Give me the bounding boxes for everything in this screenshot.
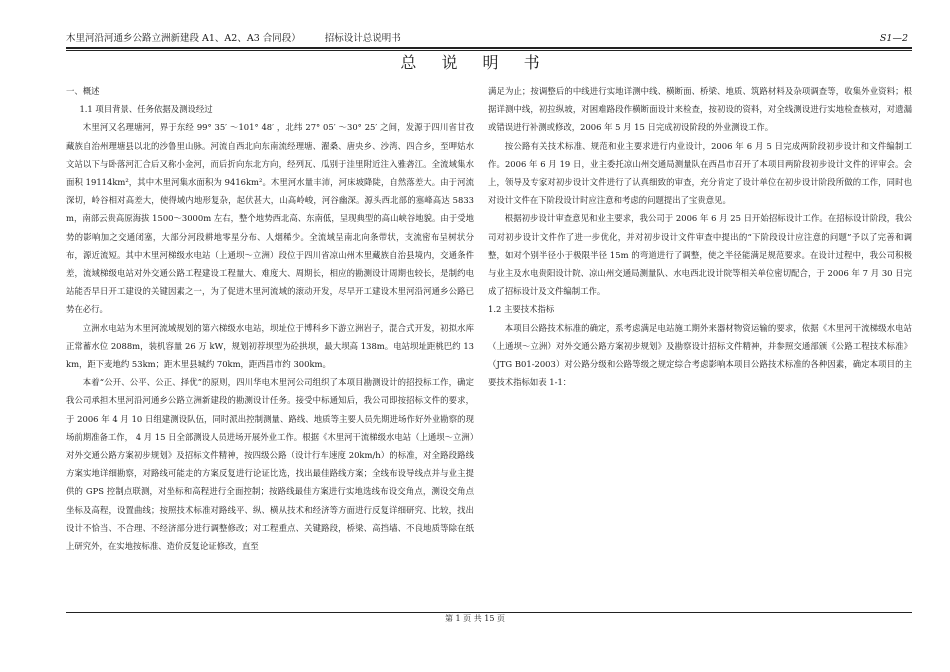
paragraph: 按公路有关技术标准、规范和业主要求进行内业设计，2006 年 6 月 5 日完成两阶段初步设计和文件编制工作。2006 年 6 月 19 日，业主委托凉山州交通局测量队在西昌市召开了本项目两阶段初步设计文件的评审会。会上，领导及专家对初步设计文件进行了认真细致的审查，充分肯定了设计单位在初步设计阶段所做的工作，同时也对设计文件在下阶段设计时应注意和考虑的问题提出了宝贵意见。 — [488, 140, 912, 206]
header-doc-title: 招标设计总说明书 — [324, 33, 401, 44]
right-column — [488, 82, 912, 391]
header-rule-thin — [66, 50, 912, 51]
page-title: 总 说 明 书 — [400, 53, 550, 72]
paragraph: 立洲水电站为木里河流域规划的第六梯级水电站，坝址位于博科乡下游立洲岩子，混合式开发，初拟水库正常蓄水位 2088m，装机容量 26 万 kW，规划初荐坝型为砼拱坝，最大坝高 138m。电站坝址距桃巴约 13km，距下麦地约 53km；距木里县城约 70km，距西昌市约 300km。 — [66, 322, 474, 370]
page-header — [66, 32, 912, 46]
header-rule-thick — [66, 47, 912, 49]
left-column — [66, 82, 474, 555]
paragraph: 满足为止；按调整后的中线进行实地详测中线、横断面、桥梁、地质、筑路材料及杂项调查等，收集外业资料；根据详测中线，初拉纵坡，对困难路段作横断面设计来检查，按初设的资料，对全线测设进行实地检查核对，对遗漏或错误进行补测或修改，2006 年 5 月 15 日完成初设阶段的外业测设工作。 — [488, 86, 912, 133]
subsection-heading: 1.2 主要技术指标 — [488, 304, 555, 315]
paragraph: 本项目公路技术标准的确定，系考虑满足电站施工期外来器材物资运输的要求，依据《木里河干流梯级水电站（上通坝～立洲）对外交通公路方案初步规划》及勘察设计招标文件精神，并参照交通部颁《公路工程技术标准》（JTG B01-2003）对公路分级和公路等级之规定综合考虑影响本项目公路技术标准的各种因素，确定本项目的主要技术指标如表 1-1： — [488, 322, 912, 388]
paragraph: 木里河又名理塘河，界于东经 99° 35′ ～101° 48′ ，北纬 27° 05′ ～30° 25′ 之间，发源于四川省甘孜藏族自治州理塘县以北的沙鲁里山脉。河流自西北向东南流经理塘、濯桑、唐央乡、沙湾、四合乡，至呷姑水文站以下与卧落河汇合后又称小金河，而后折向东北方向，经列瓦、瓜别于洼里附近注入雅砻江。全流域集水面积 19114km²，其中木里河集水面积为 9416km²。木里河水量丰沛，河床坡降陡，自然落差大。由于河流深切，岭谷相对高差大，使得域内地形复杂，起伏甚大，山高岭峻，河谷幽深。源头西北部的塞峰高达 5833m，南部云贵高原海拔 1500～3000m 左右，整个地势西北高、东南低，呈现典型的高山峡谷地貌。由于受地势的影响加之交通闭塞，大部分河段耕地零星分布、人烟稀少。全流域呈南北向条带状，支流密布呈树状分布，源近流短。其中木里河梯级水电站（上通坝～立洲）段位于四川省凉山州木里藏族自治县境内，交通条件差，流域梯级电站对外交通公路工程建设工程量大、难度大、周期长，相应的勘测设计周期也较长，是制约电站能否早日开工建设的关键因素之一，为了促进木里河流域的滚动开发，尽早开工建设木里河沿河通乡公路已势在必行。 — [66, 122, 474, 315]
paragraph: 根据初步设计审查意见和业主要求，我公司于 2006 年 6 月 25 日开始招标设计工作。在招标设计阶段，我公司对初步设计文件作了进一步优化，并对初步设计文件审查中提出的“下阶段设计应注意的问题”予以了完善和调整，如对个别半径小于极限半径 15m 的弯道进行了调整，使之半径能满足规范要求。在设计过程中，我公司积极与业主及水电贵阳设计院、凉山州交通局测量队、水电西北设计院等相关单位密切配合，于 2006 年 7 月 30 日完成了招标设计及文件编制工作。 — [488, 213, 912, 297]
header-project: 木里河沿河通乡公路立洲新建段 A1、A2、A3 合同段） — [66, 33, 301, 44]
paragraph: 本着“公开、公平、公正、择优”的原则，四川华电木里河公司组织了本项目勘测设计的招投标工作，确定我公司承担木里河沿河通乡公路立洲新建段的勘测设计任务。接受中标通知后，我公司即按招标文件的要求，于 2006 年 4 月 10 日组建测设队伍，同时派出控制测量、路线、地质等主要人员先期进场作好外业勘察的现场前期准备工作， 4 月 15 日全部测设人员进场开展外业工作。根据《木里河干流梯级水电站（上通坝～立洲）对外交通公路方案初步规划》及招标文件精神，按四级公路（设计行车速度 20km/h）的标准，对全路段路线方案实地详细勘察，对路线可能走的方案反复进行论证比选，找出最佳路线方案；全线布设导线点并与业主提供的 GPS 控制点联测，对坐标和高程进行全面控制；按路线最佳方案进行实地选线布设交角点，测设交角点坐标及高程，设置曲线；按照技术标准对路线平、纵、横从技术和经济等方面进行反复详细研究、比较，找出设计不恰当、不合理、不经济部分进行调整修改；对工程重点、关键路段，桥梁、高挡墙、不良地质等除在纸上研究外，在实地按标准、造价反复论证修改，直至 — [66, 377, 474, 552]
header-page-code: S1—2 — [879, 33, 908, 44]
page-footer: 第 1 页 共 15 页 — [445, 614, 505, 623]
subsection-heading: 1.1 项目背景、任务依据及测设经过 — [79, 104, 213, 115]
section-heading: 一、概述 — [66, 86, 100, 96]
